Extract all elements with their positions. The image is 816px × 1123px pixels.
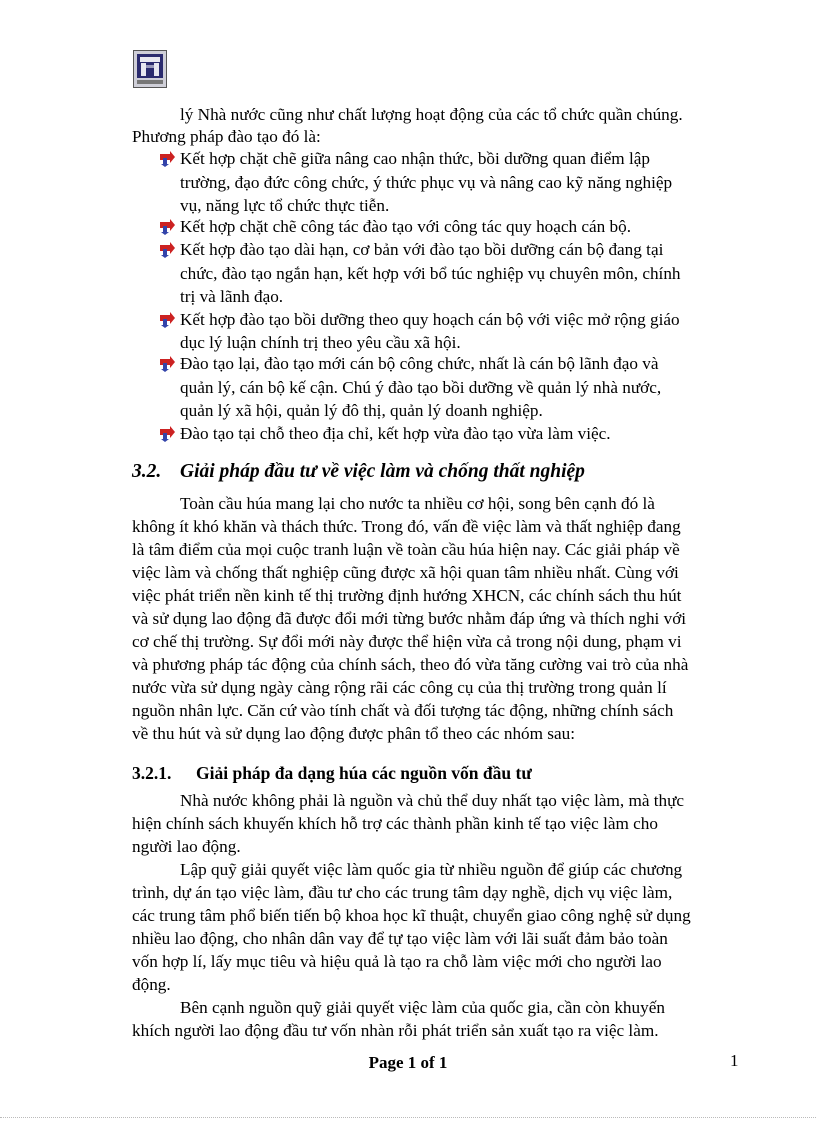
paragraph-line: các trung tâm phổ biến tiến bộ khoa học kĩ thuật, chuyển giao công nghệ sử dụng [132,906,691,925]
page-number: 1 [730,1051,739,1070]
paragraph-line: và phương pháp tác động của chính sách, theo đó vừa tăng cường vai trò của nhà [132,655,689,674]
paragraph-line: nguồn nhân lực. Căn cứ vào tính chất và đối tượng tác động, những chính sách [132,701,674,720]
paragraph-line: vốn hợp lí, lấy mục tiêu và hiệu quả là tạo ra chỗ làm việc mới cho người lao [132,952,662,971]
bullet-line: Đào tạo lại, đào tạo mới cán bộ công chức, nhất là cán bộ lãnh đạo và [180,354,659,373]
paragraph-line: cơ chế thị trường. Sự đổi mới này được thể hiện vừa cả trong nội dung, phạm vi [132,632,682,651]
paragraph-line: Lập quỹ giải quyết việc làm quốc gia từ nhiều nguồn để giúp các chương [180,860,683,879]
bullet-line: Kết hợp chặt chẽ giữa nâng cao nhận thức, bồi dưỡng quan điểm lập [180,149,650,168]
arrow-bullet-icon [158,311,176,329]
bullet-line: Kết hợp đào tạo bồi dưỡng theo quy hoạch cán bộ với việc mở rộng giáo [180,310,680,329]
arrow-bullet-icon [158,218,176,236]
paragraph-line: Toàn cầu húa mang lại cho nước ta nhiều cơ hội, song bên cạnh đó là [180,494,655,513]
bullet-line: trường, đạo đức công chức, ý thức phục vụ và nâng cao kỹ năng nghiệp [180,173,673,192]
paragraph-line: nhiều lao động, cho nhân dân vay để tự tạo việc làm với lãi suất đảm bảo toàn [132,929,668,948]
arrow-bullet-icon [158,241,176,259]
arrow-bullet-icon [158,355,176,373]
paragraph-line: động. [132,975,171,994]
arrow-bullet-icon [158,425,176,443]
paragraph-line: khích người lao động đầu tư vốn nhàn rỗi phát triển sản xuất tạo ra việc làm. [132,1021,659,1040]
intro-line: Phương pháp đào tạo đó là: [132,127,321,146]
section-title: Giải pháp đầu tư về việc làm và chống thất nghiệp [180,461,585,482]
paragraph-line: việc làm và chống thất nghiệp cũng được xã hội quan tâm nhiều nhất. Cùng với [132,563,679,582]
paragraph-line: Bên cạnh nguồn quỹ giải quyết việc làm của quốc gia, cần còn khuyến [180,998,665,1017]
bullet-line: Kết hợp chặt chẽ công tác đào tạo với công tác quy hoạch cán bộ. [180,217,632,236]
subsection-number: 3.2.1. [132,763,172,783]
bullet-line: quản lý xã hội, quản lý đô thị, quản lý doanh nghiệp. [180,401,543,420]
logo-icon [133,50,167,88]
paragraph-line: không ít khó khăn và thách thức. Trong đó, vấn đề việc làm và thất nghiệp đang [132,517,681,536]
bullet-line: vụ, năng lực tổ chức thực tiễn. [180,196,390,215]
bullet-line: chức, đào tạo ngắn hạn, kết hợp với bổ túc nghiệp vụ chuyên môn, chính [180,264,681,283]
paragraph-line: người lao động. [132,837,241,856]
paragraph-line: hiện chính sách khuyến khích hỗ trợ các thành phần kinh tế tạo việc làm cho [132,814,658,833]
bullet-line: dục lý luận chính trị theo yêu cầu xã hội. [180,333,461,352]
paragraph-line: và sử dụng lao động đã được đổi mới từng bước nhằm đáp ứng và thích nghi với [132,609,687,628]
subsection-title: Giải pháp đa dạng húa các nguồn vốn đầu tư [196,763,532,783]
bullet-line: Đào tạo tại chỗ theo địa chỉ, kết hợp vừa đào tạo vừa làm việc. [180,424,611,443]
page-footer: Page 1 of 1 [368,1053,448,1072]
section-number: 3.2. [132,461,162,482]
bullet-line: quản lý, cán bộ kế cận. Chú ý đào tạo bồi dưỡng về quản lý nhà nước, [180,378,662,397]
paragraph-line: là tâm điểm của mọi cuộc tranh luận về toàn cầu húa hiện nay. Các giải pháp về [132,540,680,559]
paragraph-line: trình, dự án tạo việc làm, đầu tư cho các trung tâm dạy nghề, dịch vụ việc làm, [132,883,673,902]
paragraph-line: Nhà nước không phải là nguồn và chủ thể duy nhất tạo việc làm, mà thực [180,791,685,810]
bullet-line: trị và lãnh đạo. [180,287,284,306]
intro-line: lý Nhà nước cũng như chất lượng hoạt động của các tổ chức quần chúng. [180,105,683,124]
paragraph-line: nước vừa sử dụng ngày càng rộng rãi các công cụ của thị trường trong quản lí [132,678,667,697]
page-border [0,1117,816,1118]
paragraph-line: về thu hút và sử dụng lao động được phân tổ theo các nhóm sau: [132,724,575,743]
paragraph-line: việc phát triển nền kinh tế thị trường định hướng XHCN, các chính sách thu hút [132,586,682,605]
arrow-bullet-icon [158,150,176,168]
bullet-line: Kết hợp đào tạo dài hạn, cơ bản với đào tạo bồi dưỡng cán bộ đang tại [180,240,664,259]
